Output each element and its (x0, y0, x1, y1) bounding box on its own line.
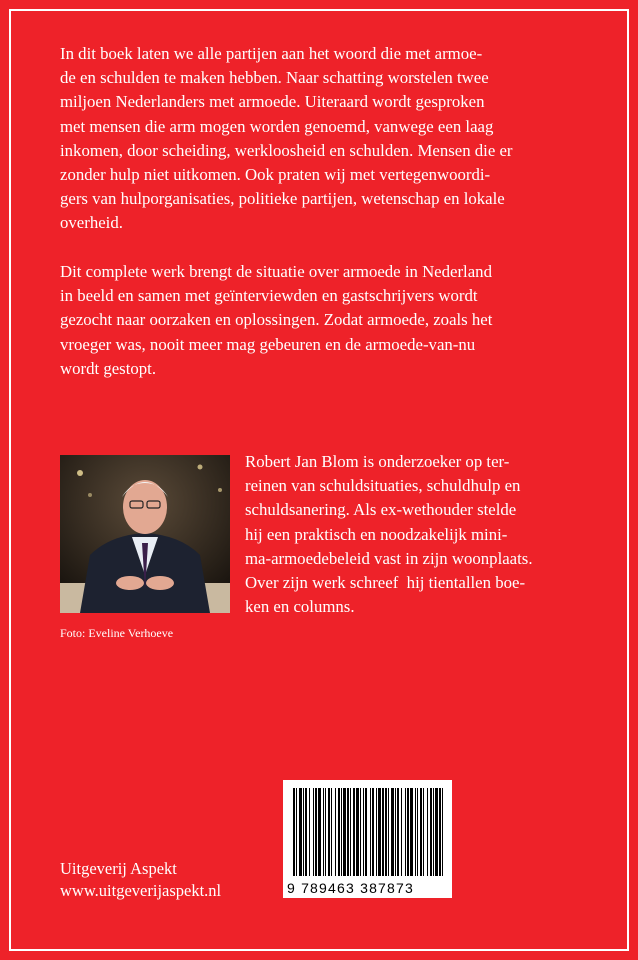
barcode-bar (395, 788, 396, 876)
barcode-bar (370, 788, 371, 876)
text-line: vroeger was, nooit meer mag gebeuren en de armoede-van-nu (60, 334, 476, 354)
barcode-bar (293, 788, 295, 876)
barcode-bar (353, 788, 355, 876)
barcode-bar (303, 788, 304, 876)
barcode-bar (382, 788, 384, 876)
barcode-bar (331, 788, 332, 876)
barcode-bar (350, 788, 351, 876)
barcode-bar (313, 788, 314, 876)
text-line: In dit boek laten we alle partijen aan het woord die met armoe- (60, 44, 483, 63)
barcode-bar (423, 788, 424, 876)
text-line: de en schulden te maken hebben. Naar schatting worstelen twee (60, 68, 489, 88)
text-line: in beeld en samen met geïnterviewden en gastschrijvers wordt (60, 286, 478, 306)
isbn-barcode (283, 780, 452, 898)
barcode-bar (296, 788, 297, 876)
photo-caption: Foto: Eveline Verhoeve (60, 626, 174, 640)
barcode-bar (442, 788, 443, 876)
barcode-bar (328, 788, 330, 876)
bio-line: schuldsanering. Als ex-wethouder stelde (245, 500, 517, 520)
barcode-bar (435, 788, 438, 876)
description-paragraph-2 (60, 260, 590, 381)
barcode-bar (427, 788, 428, 876)
barcode-bar (407, 788, 409, 876)
barcode-bar (323, 788, 324, 876)
barcode-bar (388, 788, 389, 876)
barcode-bar (363, 788, 364, 876)
barcode-bar (401, 788, 402, 876)
barcode-bar (378, 788, 381, 876)
bio-line: Over zijn werk schreef hij tientallen boe- (245, 573, 526, 593)
text-line: overheid. (60, 213, 123, 233)
barcode-bar (341, 788, 342, 876)
isbn-digits: 9 789463 387873 (287, 880, 414, 896)
text-line: gers van hulporganisaties, politieke partijen, wetenschap en lokale (60, 189, 505, 209)
bio-line: hij een praktisch en noodzakelijk mini- (245, 524, 508, 544)
barcode-bar (318, 788, 321, 876)
text-line: Dit complete werk brengt de situatie over armoede in Nederland (60, 262, 492, 281)
text-line: miljoen Nederlanders met armoede. Uiteraard wordt gesproken (60, 92, 485, 112)
text-line: inkomen, door scheiding, werkloosheid en schulden. Mensen die er (60, 140, 513, 160)
barcode-bar (415, 788, 416, 876)
barcode-bar (338, 788, 340, 876)
barcode-bar (439, 788, 441, 876)
barcode-bar (410, 788, 413, 876)
barcode-bars (283, 780, 452, 878)
barcode-bar (405, 788, 406, 876)
barcode-bar (343, 788, 346, 876)
barcode-bar (360, 788, 361, 876)
barcode-bar (325, 788, 326, 876)
text-line: wordt gestopt. (60, 358, 157, 378)
text-line: gezocht naar oorzaken en oplossingen. Zodat armoede, zoals het (60, 310, 493, 330)
publisher-name: Uitgeverij Aspekt (60, 859, 177, 878)
barcode-bar (335, 788, 336, 876)
author-photo (60, 455, 230, 613)
barcode-bar (417, 788, 418, 876)
barcode-bar (372, 788, 374, 876)
barcode-bar (430, 788, 432, 876)
barcode-bar (299, 788, 302, 876)
bio-line: ma-armoedebeleid vast in zijn woonplaats. (245, 548, 533, 568)
bio-line: Robert Jan Blom is onderzoeker op ter- (245, 452, 510, 471)
barcode-bar (309, 788, 310, 876)
text-line: met mensen die arm mogen worden genoemd, vanwege een laag (60, 116, 494, 136)
bio-line: ken en columns. (245, 597, 355, 617)
barcode-bar (365, 788, 367, 876)
barcode-bar (376, 788, 377, 876)
barcode-bar (385, 788, 387, 876)
author-bio (245, 450, 595, 619)
barcode-bar (347, 788, 349, 876)
barcode-bar (315, 788, 317, 876)
barcode-bar (356, 788, 359, 876)
barcode-bar (433, 788, 434, 876)
barcode-bar (420, 788, 422, 876)
publisher-website[interactable]: www.uitgeverijaspekt.nl (60, 881, 222, 900)
text-line: zonder hulp niet uitkomen. Ook praten wij met vertegenwoordi- (60, 165, 491, 185)
barcode-bar (391, 788, 394, 876)
bio-line: reinen van schuldsituaties, schuldhulp en (245, 476, 521, 496)
barcode-bar (397, 788, 399, 876)
barcode-bar (305, 788, 307, 876)
description-paragraph-1 (60, 42, 590, 236)
publisher-block (60, 858, 221, 902)
